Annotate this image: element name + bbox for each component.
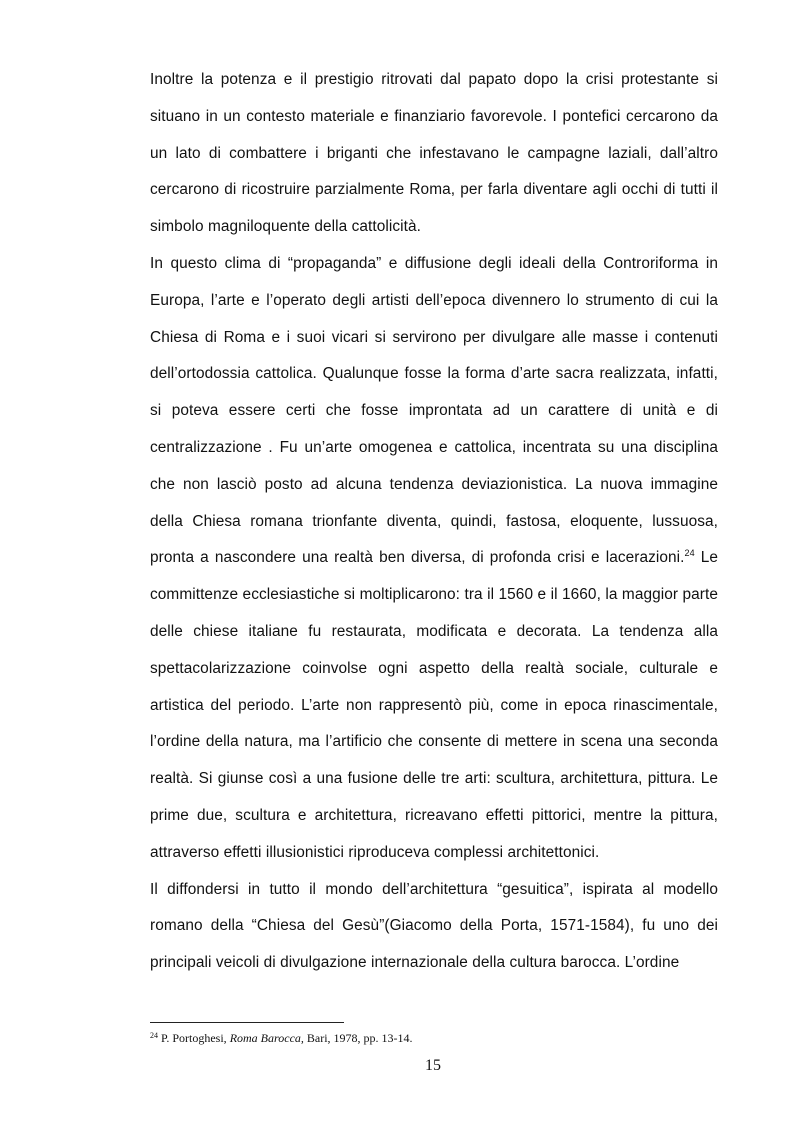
paragraph-1 bbox=[150, 62, 718, 246]
text-line: Europa, l’arte e l’operato degli artisti dell’epoca divennero lo strumento di cui la bbox=[150, 291, 718, 309]
paragraph-3 bbox=[150, 872, 718, 982]
footnote-details: Bari, 1978, pp. 13-14. bbox=[303, 1031, 413, 1045]
text-line: committenze ecclesiastiche si moltiplicarono: tra il 1560 e il 1660, la maggior bbox=[150, 586, 679, 604]
text-line: romano della “Chiesa del Gesù”(Giacomo della Porta, 1571-1584), fu uno dei bbox=[150, 917, 718, 935]
text-line: della Chiesa romana trionfante diventa, quindi, fastosa, eloquente, lussuosa, bbox=[150, 512, 718, 530]
footnote-reference[interactable]: 24 bbox=[684, 548, 695, 559]
text-line: Chiesa di Roma e i suoi vicari si servirono per divulgare alle masse i contenuti bbox=[150, 328, 718, 346]
text-line: Inoltre la potenza e il prestigio ritrovati dal papato dopo la crisi protestante si bbox=[150, 71, 718, 88]
text-line: pronta a nascondere una realtà ben diversa, di profonda crisi e lacerazioni. bbox=[150, 549, 685, 567]
text-line: cercarono di ricostruire parzialmente Roma, per farla diventare agli occhi di tutti bbox=[150, 181, 706, 199]
text-line: alla spettacolarizzazione coinvolse ogni aspetto della realtà sociale, culturale e bbox=[150, 622, 718, 677]
footnote bbox=[150, 1030, 710, 1046]
text-line: pittura. Le prime due, scultura e architettura, ricreavano effetti pittorici, mentre bbox=[150, 770, 719, 824]
text-line: In questo clima di “propaganda” e diffusione degli ideali della Controriforma in bbox=[150, 254, 718, 272]
text-line: artistica del periodo. L’arte non rappresentò più, come in epoca rinascimentale, bbox=[150, 696, 718, 714]
footnote-divider bbox=[150, 1022, 344, 1023]
text-line: la pittura, attraverso effetti illusionistici riproduceva complessi architettonici. bbox=[150, 806, 718, 861]
text-line: parte delle chiese italiane fu restaurata, modificata e decorata. La tendenza bbox=[150, 586, 719, 640]
text-line: Le bbox=[694, 549, 718, 567]
text-line: principali veicoli di divulgazione internazionale della cultura barocca. L’ordine bbox=[150, 954, 680, 972]
text-line: il simbolo magniloquente della cattolicità. bbox=[150, 181, 718, 236]
body-text bbox=[150, 62, 718, 982]
footnote-number: 24 bbox=[150, 1031, 158, 1040]
text-line: dell’ortodossia cattolica. Qualunque fosse la forma d’arte sacra realizzata, bbox=[150, 365, 671, 383]
text-line: che non lasciò posto ad alcuna tendenza deviazionistica. La nuova immagine bbox=[150, 475, 718, 493]
text-line: da un lato di combattere i briganti che infestavano le campagne laziali, dall’altro bbox=[150, 107, 719, 162]
paragraph-2 bbox=[150, 246, 718, 872]
text-line: seconda realtà. Si giunse così a una fusione delle tre arti: scultura, architettura, bbox=[150, 733, 719, 788]
text-line: centralizzazione . Fu un’arte omogenea e cattolica, incentrata su una disciplina bbox=[150, 438, 718, 456]
page-number: 15 bbox=[425, 1057, 441, 1074]
footnote-author: P. Portoghesi, bbox=[158, 1031, 230, 1045]
text-line: situano in un contesto materiale e finanziario favorevole. I pontefici cercarono bbox=[150, 107, 696, 125]
text-line: l’ordine della natura, ma l’artificio che consente di mettere in scena una bbox=[150, 733, 654, 751]
text-line: infatti, si poteva essere certi che fosse improntata ad un carattere di unità e di bbox=[150, 365, 719, 420]
text-line: Il diffondersi in tutto il mondo dell’architettura “gesuitica”, ispirata al modello bbox=[150, 880, 718, 898]
footnote-title: Roma Barocca, bbox=[229, 1031, 304, 1045]
